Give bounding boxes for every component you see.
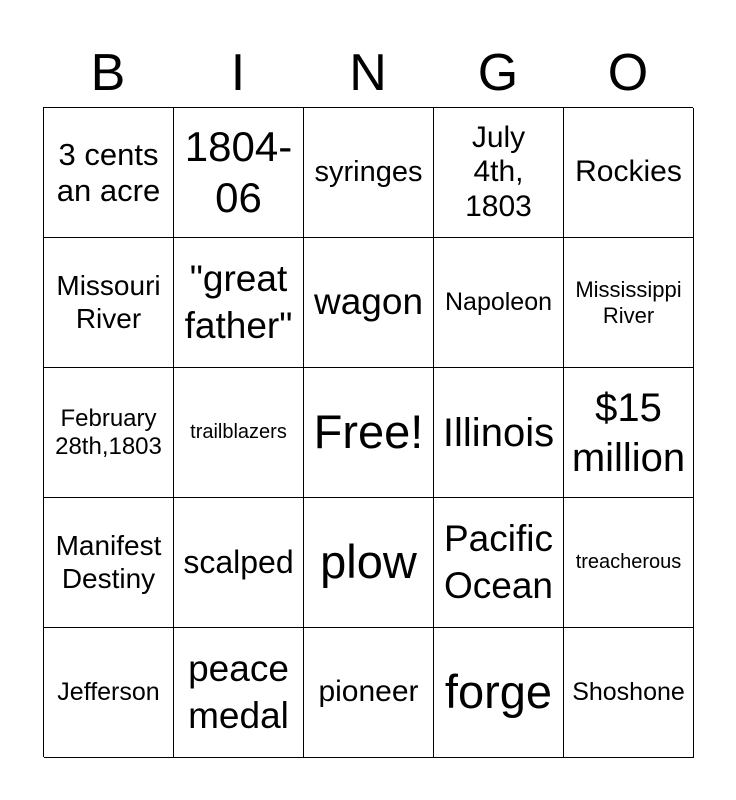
header-letter-n: N [349, 44, 387, 102]
cell-text: forge [444, 665, 553, 719]
cell-text: Manifest Destiny [55, 530, 162, 594]
cell-text: Shoshone [572, 678, 685, 707]
cell-text: February 28th,1803 [55, 404, 162, 460]
bingo-cell[interactable] [564, 498, 694, 628]
cell-text: Jefferson [57, 678, 160, 707]
bingo-cell[interactable] [174, 108, 304, 238]
cell-text: peace medal [188, 648, 289, 736]
bingo-cell[interactable] [174, 498, 304, 628]
cell-text: Rockies [575, 155, 682, 189]
bingo-cell[interactable] [434, 108, 564, 238]
header-letter-i: I [230, 44, 246, 102]
cell-text: Missouri River [56, 270, 161, 334]
bingo-board [43, 107, 693, 757]
bingo-header [43, 40, 693, 106]
header-letter-b: B [90, 44, 126, 102]
cell-text: Mississippi River [575, 277, 682, 328]
bingo-cell[interactable] [304, 238, 434, 368]
cell-text: trailblazers [190, 421, 287, 443]
cell-text: Napoleon [444, 288, 553, 317]
bingo-cell[interactable] [44, 108, 174, 238]
bingo-cell[interactable] [434, 238, 564, 368]
cell-text: 3 cents an acre [56, 136, 161, 208]
cell-text: "great father" [184, 258, 293, 346]
bingo-cell[interactable] [44, 628, 174, 758]
bingo-cell[interactable] [304, 498, 434, 628]
bingo-cell[interactable] [564, 238, 694, 368]
cell-text: syringes [314, 155, 423, 188]
cell-text: wagon [313, 281, 424, 323]
bingo-cell[interactable] [304, 368, 434, 498]
bingo-cell[interactable] [44, 238, 174, 368]
cell-text: Pacific Ocean [443, 518, 553, 606]
bingo-cell[interactable] [564, 368, 694, 498]
header-letter-g: G [477, 44, 519, 102]
bingo-cell[interactable] [434, 368, 564, 498]
bingo-cell[interactable] [44, 368, 174, 498]
cell-text: 1804-06 [184, 123, 293, 221]
bingo-cell[interactable] [304, 108, 434, 238]
bingo-cell[interactable] [304, 628, 434, 758]
bingo-cell[interactable] [564, 628, 694, 758]
cell-text: treacherous [575, 551, 682, 573]
bingo-cell[interactable] [564, 108, 694, 238]
bingo-cell[interactable] [434, 628, 564, 758]
header-letter-o: O [607, 44, 649, 102]
bingo-cell[interactable] [174, 238, 304, 368]
cell-text: plow [320, 535, 417, 589]
cell-text: Illinois [442, 410, 555, 455]
cell-text: July 4th, 1803 [465, 120, 532, 223]
cell-text: Free! [313, 405, 424, 459]
cell-text: $15 million [571, 385, 686, 480]
cell-text: pioneer [318, 675, 419, 709]
cell-text: scalped [183, 544, 294, 581]
bingo-cell[interactable] [434, 498, 564, 628]
bingo-cell[interactable] [174, 628, 304, 758]
bingo-cell[interactable] [174, 368, 304, 498]
bingo-cell[interactable] [44, 498, 174, 628]
